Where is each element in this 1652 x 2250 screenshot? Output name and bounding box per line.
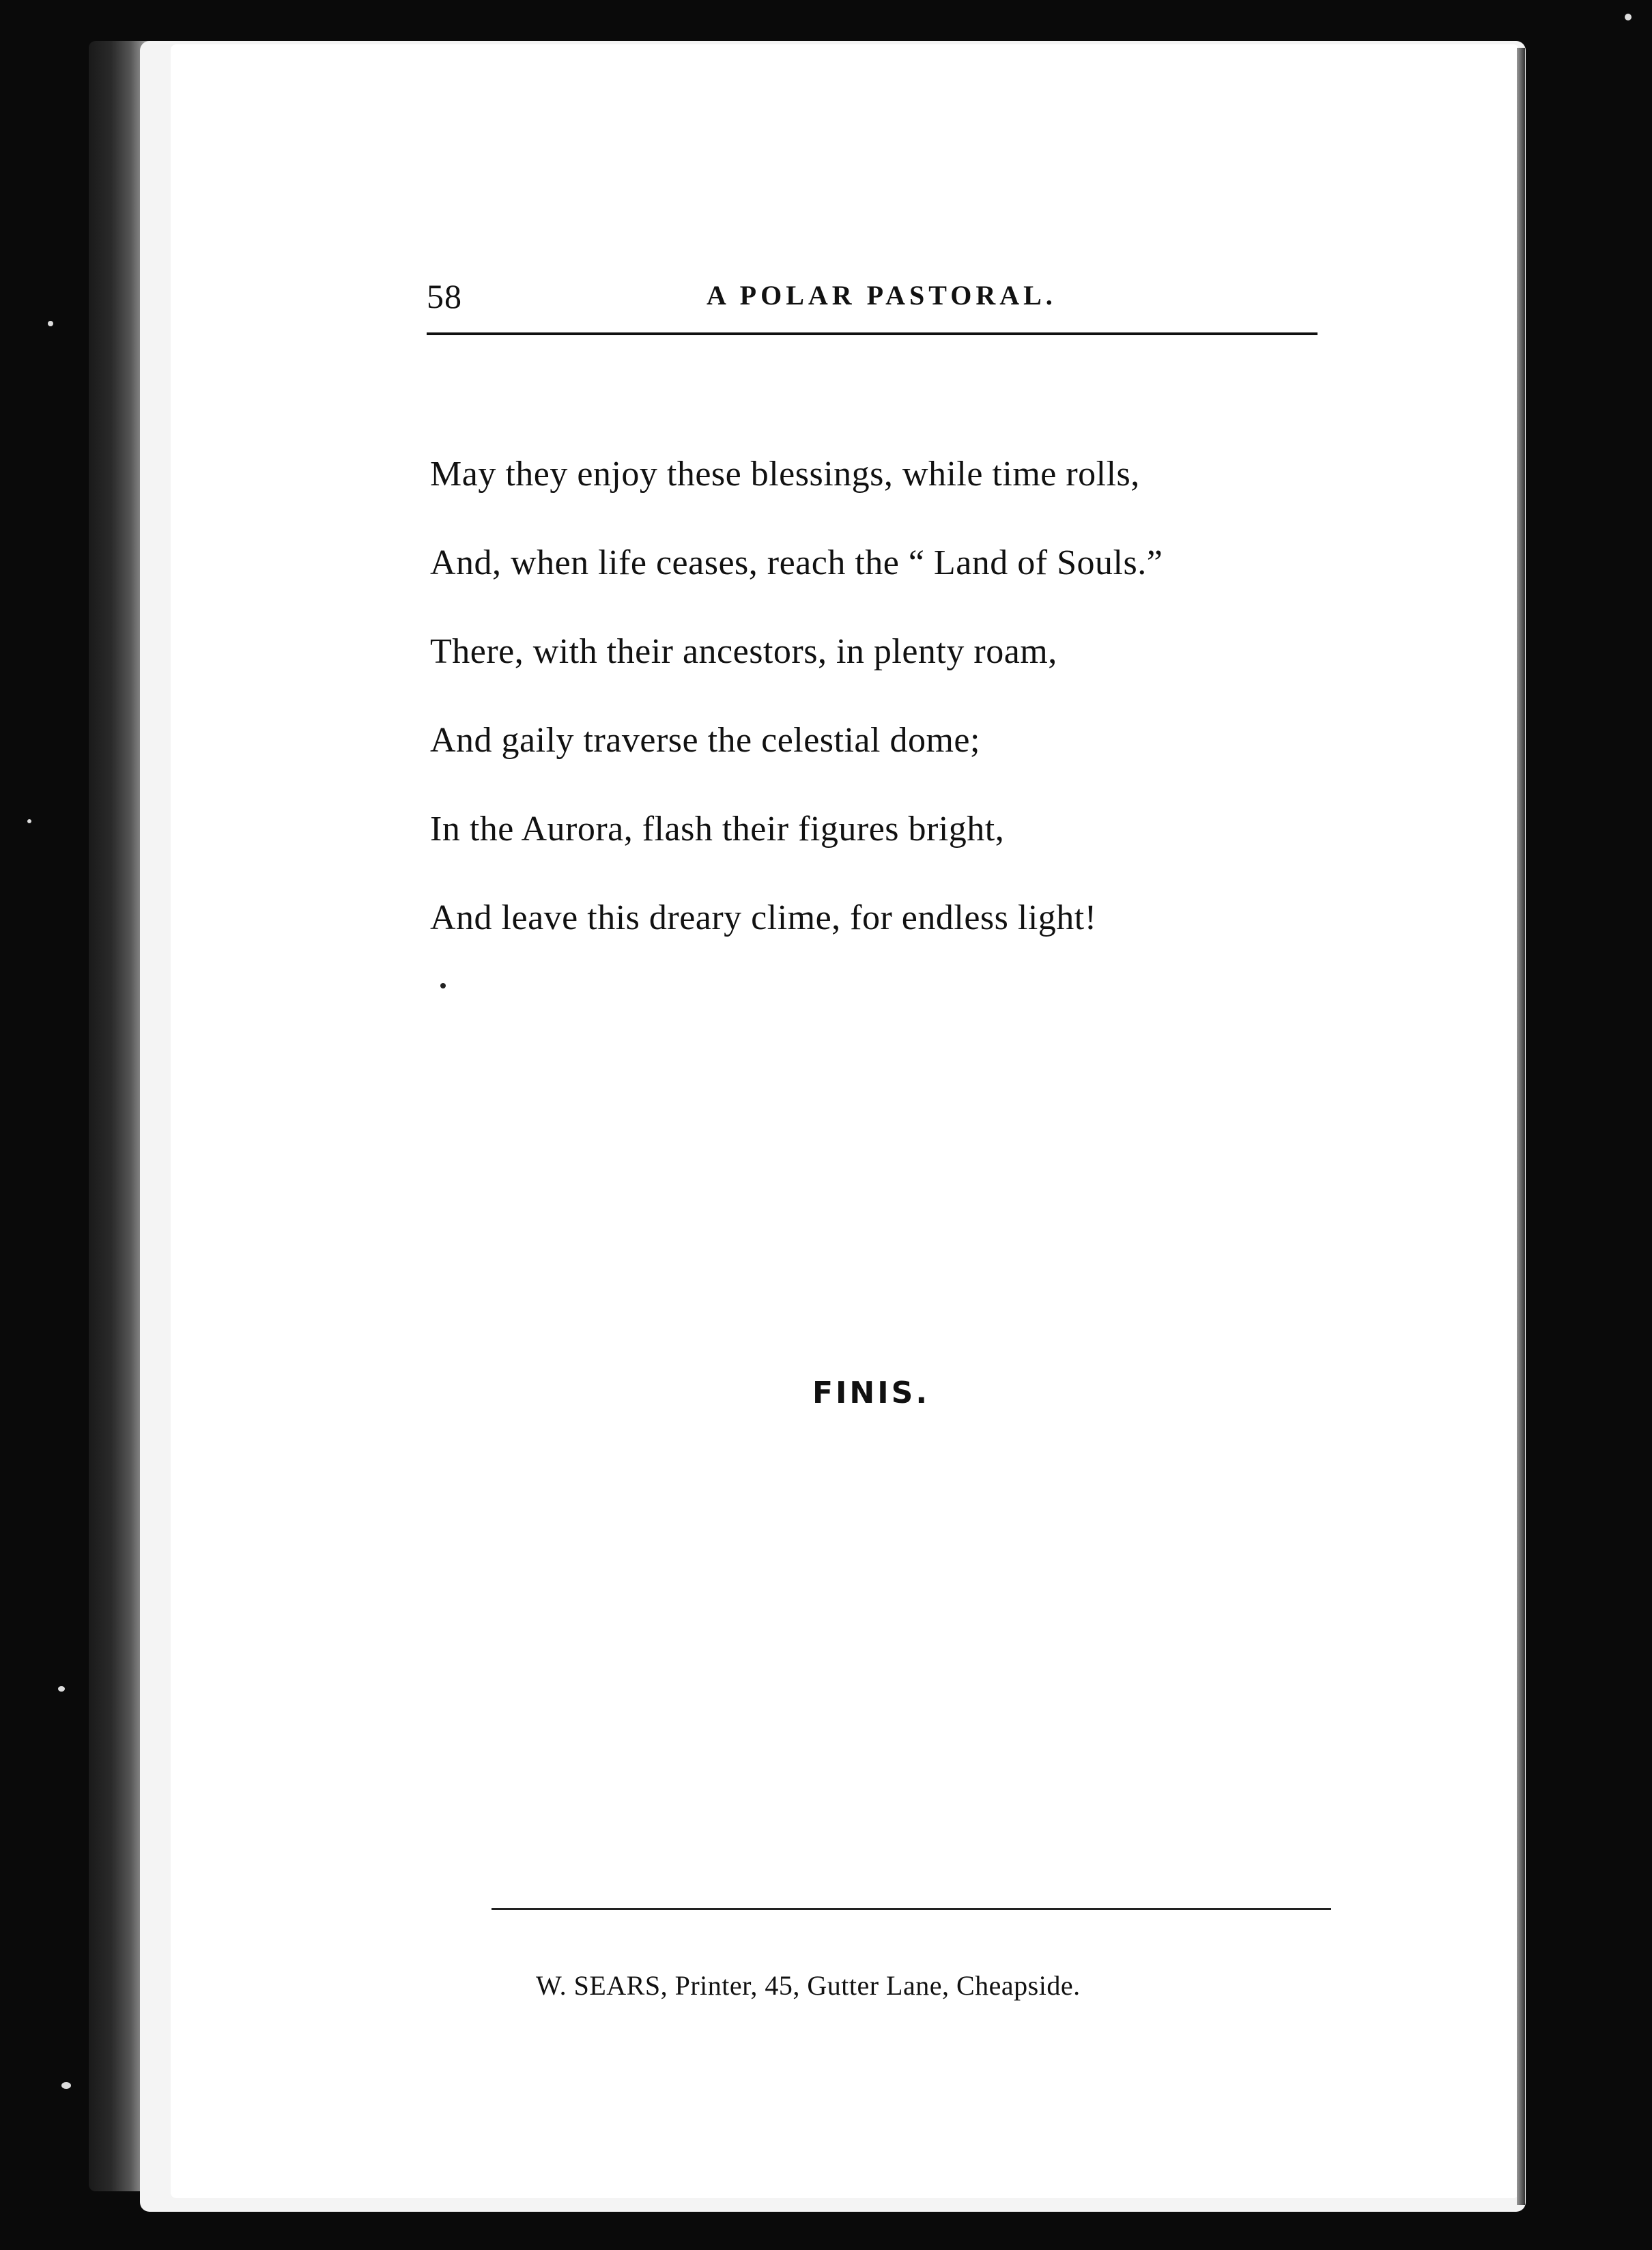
verse-line: And leave this dreary clime, for endless light! bbox=[430, 898, 1097, 937]
verse-block bbox=[430, 430, 1386, 963]
scan-speck bbox=[27, 819, 31, 823]
verse-line: In the Aurora, flash their figures bright, bbox=[430, 810, 1005, 849]
verse-line: There, with their ancestors, in plenty roam, bbox=[430, 632, 1057, 671]
verse-line: And, when life ceases, reach the “ Land of Souls.” bbox=[430, 543, 1163, 582]
printer-imprint: W. SEARS, Printer, 45, Gutter Lane, Cheapside. bbox=[536, 1970, 1081, 2001]
imprint-rule bbox=[492, 1908, 1331, 1910]
scan-speck bbox=[1625, 14, 1632, 20]
finis-heading: FINIS. bbox=[812, 1376, 930, 1410]
scan-speck bbox=[61, 2082, 71, 2089]
running-head bbox=[427, 276, 1314, 324]
page-number: 58 bbox=[427, 277, 462, 315]
book-page bbox=[171, 44, 1519, 2198]
stray-ink-dot bbox=[440, 983, 446, 988]
page-right-edge bbox=[1517, 48, 1525, 2205]
scan-speck bbox=[58, 1686, 65, 1692]
verse-line: And gaily traverse the celestial dome; bbox=[430, 721, 980, 760]
scan-speck bbox=[48, 321, 53, 326]
running-title: A POLAR PASTORAL. bbox=[707, 280, 1057, 311]
header-rule bbox=[427, 332, 1318, 335]
verse-line: May they enjoy these blessings, while time rolls, bbox=[430, 455, 1140, 494]
